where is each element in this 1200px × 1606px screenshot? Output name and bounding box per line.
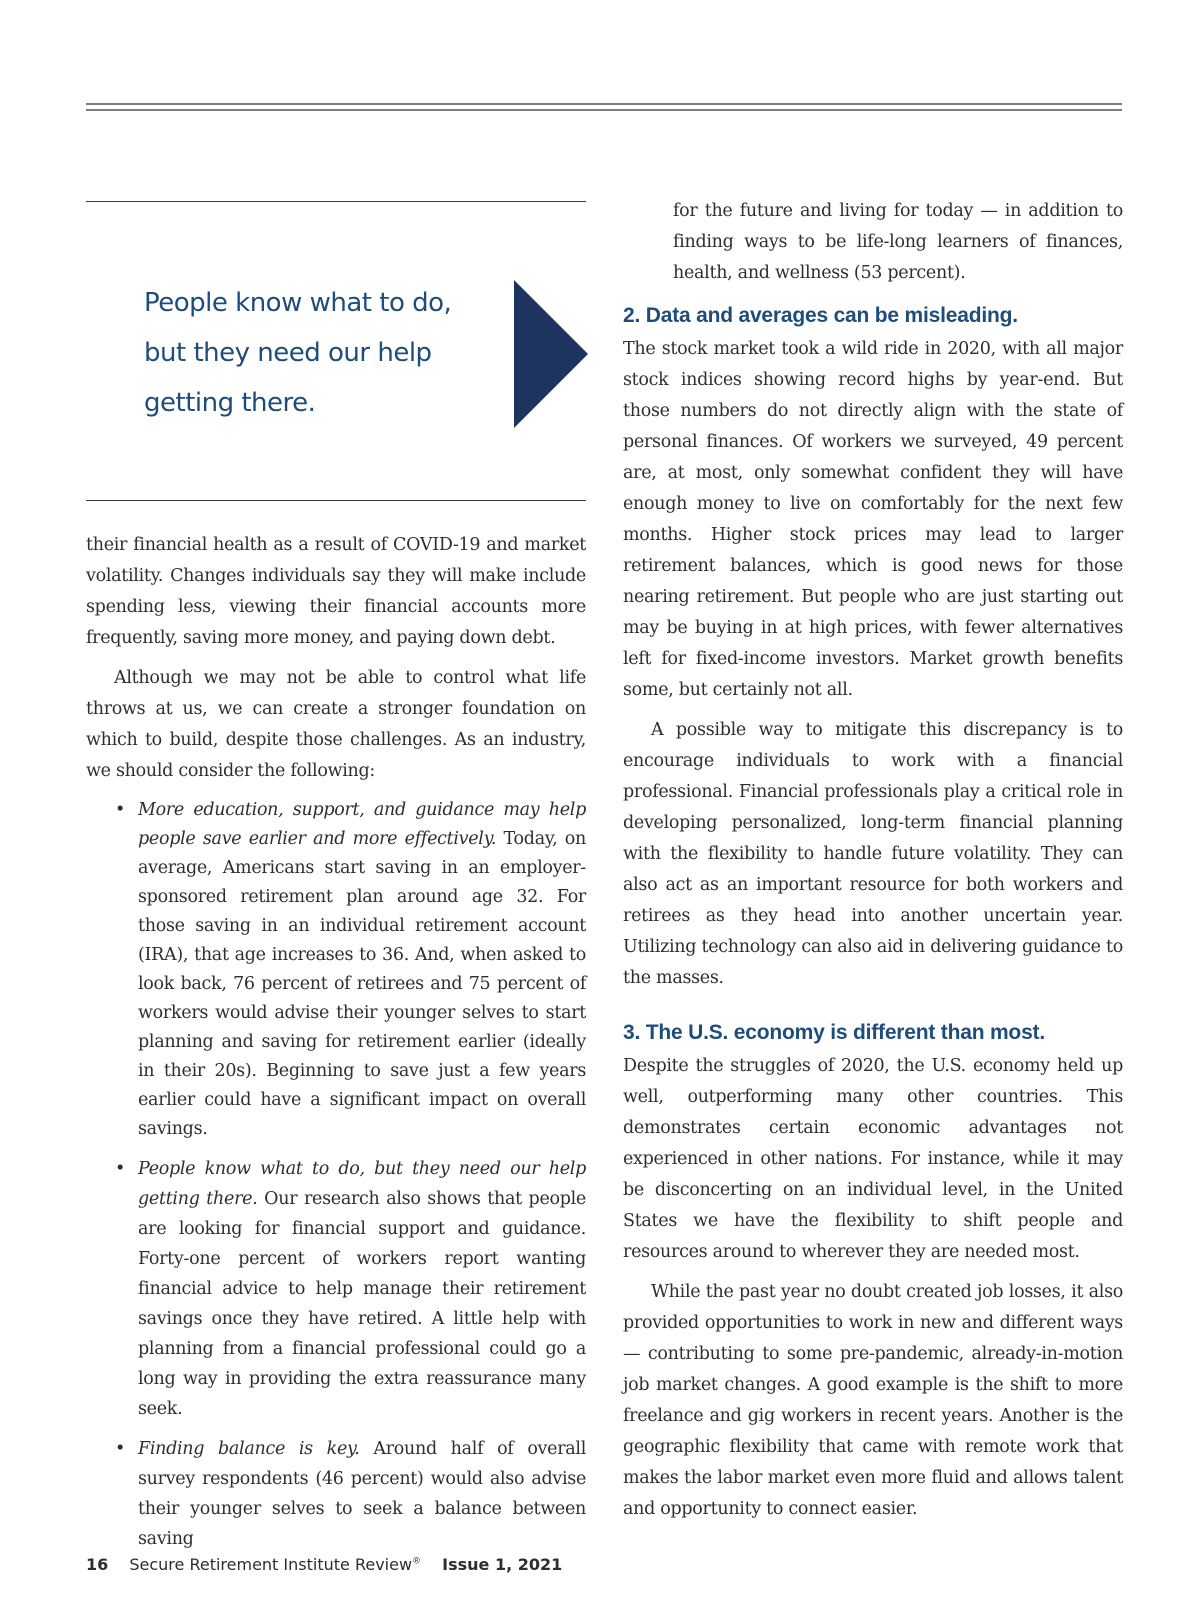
body-paragraph: A possible way to mitigate this discrepancy is to encourage individuals to work with a financial professional. Financial professionals play a critical role in developing personalized, long-term financial planning with the flexibility to handle future volatility. They can also act as an important resource for both workers and retirees as they head into another uncertain year. Utilizing technology can also aid in delivering guidance to the masses. bbox=[623, 720, 1123, 988]
pullquote-rule-bottom bbox=[86, 500, 586, 501]
pullquote bbox=[144, 278, 494, 428]
body-paragraph: While the past year no doubt created job losses, it also provided opportunities to work in new and different ways — contributing to some pre-pandemic, already-in-motion job market changes. A good example is the shift to more freelance and gig workers in recent years. Another is the geographic flexibility that came with remote work that makes the labor market even more fluid and allows talent and opportunity to connect easier. bbox=[623, 1282, 1123, 1519]
issue-label: Issue 1, 2021 bbox=[442, 1555, 563, 1574]
section-heading-3: 3. The U.S. economy is different than most. bbox=[623, 1021, 1045, 1044]
publication-title: Secure Retirement Institute Review bbox=[129, 1555, 413, 1574]
bullet-icon: • bbox=[115, 800, 126, 820]
bullet-icon: • bbox=[115, 1159, 126, 1179]
pullquote-rule-top bbox=[86, 201, 586, 202]
pullquote-line: but they need our help bbox=[144, 338, 432, 368]
bullet-text: Around half of overall survey respondents (46 percent) would also advise their younger selves to seek a balance between saving bbox=[138, 1439, 586, 1549]
bullet-text: Today, on average, Americans start saving in an employer-sponsored retirement plan around age 32. For those saving in an individual retirement account (IRA), that age increases to 36. And, when asked to look back, 76 percent of retirees and 75 percent of workers would advise their younger selves to start planning and saving for retirement earlier (ideally in their 20s). Beginning to save just a few years earlier could have a significant impact on overall savings. bbox=[138, 829, 586, 1139]
list-item bbox=[86, 796, 586, 1144]
bullet-lead: Finding balance is key. bbox=[138, 1439, 360, 1459]
bullet-list bbox=[86, 796, 586, 1554]
bullet-icon: • bbox=[115, 1439, 126, 1459]
body-paragraph: Despite the struggles of 2020, the U.S. economy held up well, outperforming many other countries. This demonstrates certain economic advantages not experienced in other nations. For instance, while it may be disconcerting on an individual level, in the United States we have the flexibility to shift people and resources around to wherever they are needed most. bbox=[623, 1056, 1123, 1262]
section-heading-2: 2. Data and averages can be misleading. bbox=[623, 304, 1018, 327]
page-number: 16 bbox=[86, 1555, 109, 1574]
body-paragraph: their financial health as a result of COVID-19 and market volatility. Changes individuals say they will make include spending less, viewing their financial accounts more frequently, saving more money, and paying down debt. bbox=[86, 535, 586, 648]
pullquote-line: getting there. bbox=[144, 388, 316, 418]
registered-mark: ® bbox=[412, 1556, 422, 1567]
bullet-lead: More education, support, and guidance may help people save earlier and more effectively. bbox=[138, 800, 586, 849]
bullet-continuation: for the future and living for today — in addition to finding ways to be life-long learners of finances, health, and wellness (53 percent). bbox=[673, 201, 1123, 283]
publication-name bbox=[129, 1555, 421, 1574]
header-rule-upper bbox=[86, 103, 1122, 105]
right-column bbox=[623, 196, 1123, 1534]
bullet-lead: People know what to do, but they need our help getting there. bbox=[138, 1159, 586, 1209]
page-footer bbox=[86, 1555, 562, 1574]
pullquote-line: People know what to do, bbox=[144, 288, 452, 318]
list-item bbox=[86, 1434, 586, 1554]
body-paragraph: Although we may not be able to control what life throws at us, we can create a stronger foundation on which to build, despite those challenges. As an industry, we should consider the following: bbox=[86, 668, 586, 781]
body-paragraph: The stock market took a wild ride in 2020, with all major stock indices showing record highs by year-end. But those numbers do not directly align with the state of personal finances. Of workers we surveyed, 49 percent are, at most, only somewhat confident they will have enough money to live on comfortably for the next few months. Higher stock prices may lead to larger retirement balances, which is good news for those nearing retirement. But people who are just starting out may be buying in at high prices, with fewer alternatives left for fixed-income investors. Market growth benefits some, but certainly not all. bbox=[623, 339, 1123, 700]
pullquote-arrow-icon bbox=[514, 280, 588, 428]
header-rule-lower bbox=[86, 109, 1122, 111]
list-item bbox=[86, 1154, 586, 1424]
left-column bbox=[86, 530, 586, 1564]
bullet-text: Our research also shows that people are looking for financial support and guidance. Forty-one percent of workers report wanting financial advice to help manage their retirement savings once they have retired. A little help with planning from a financial professional could go a long way in providing the extra reassurance many seek. bbox=[138, 1189, 586, 1419]
